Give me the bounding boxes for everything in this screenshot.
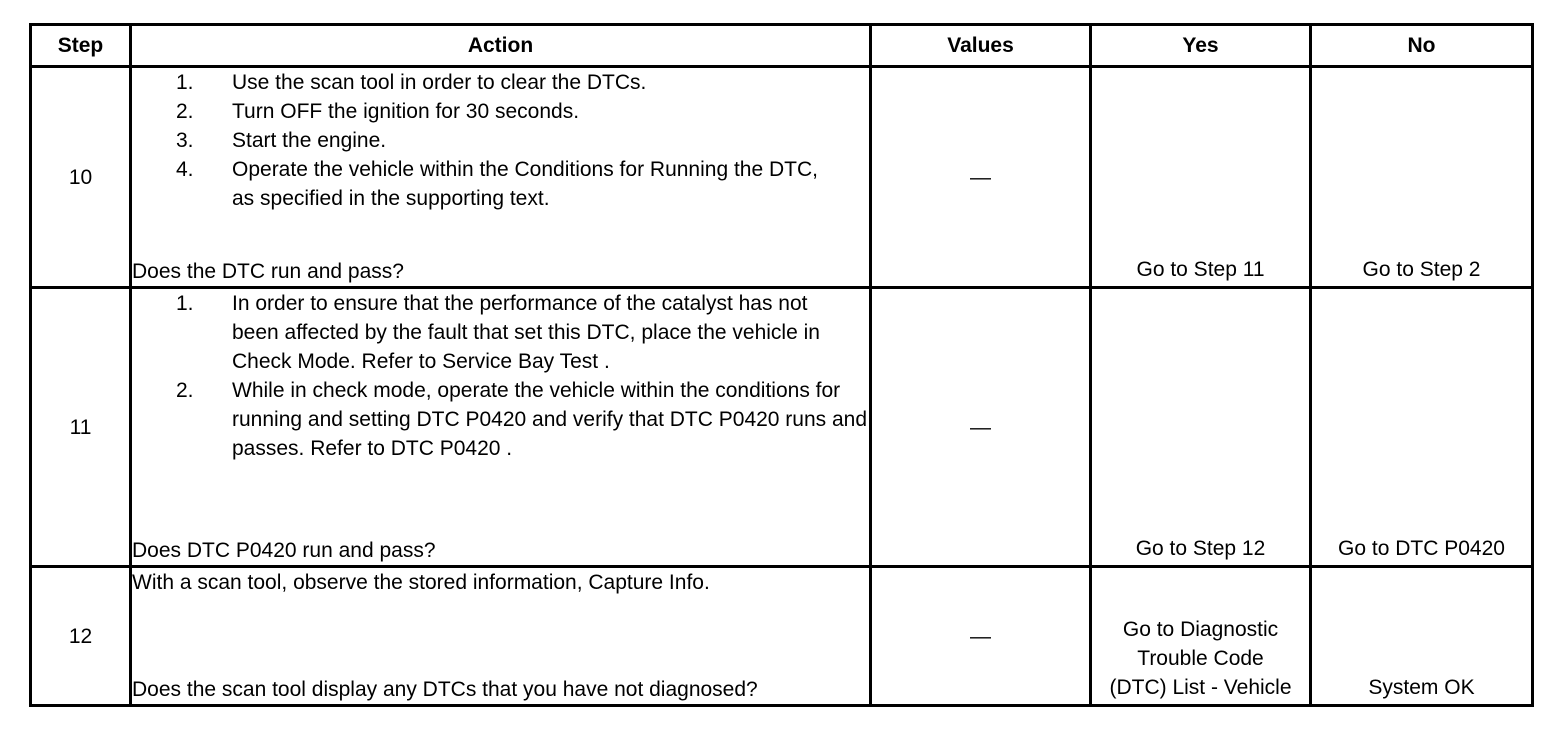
- no-link-text: System OK: [1368, 676, 1475, 699]
- action-steps-list: [132, 68, 869, 213]
- header-values: Values: [871, 25, 1091, 67]
- list-item: 1. In order to ensure that the performance of the catalyst has not been affected by the fault that set this DTC, place the vehicle in Check Mode. Refer to Service Bay Test .: [176, 292, 820, 373]
- no-link-text: Go to Step 2: [1362, 258, 1481, 281]
- table-row: [31, 288, 1533, 567]
- yes-link-text: Go to Diagnostic Trouble Code (DTC) List - Vehicle: [1109, 618, 1292, 699]
- yes-link-text: Go to Step 11: [1136, 258, 1265, 281]
- action-intro: With a scan tool, observe the stored information, Capture Info.: [132, 571, 710, 594]
- header-yes: Yes: [1091, 25, 1311, 67]
- action-question: Does the scan tool display any DTCs that you have not diagnosed?: [132, 678, 758, 701]
- action-question: Does the DTC run and pass?: [132, 260, 404, 283]
- table-row: [31, 67, 1533, 288]
- diagnostic-table: [29, 23, 1534, 707]
- action-cell: [131, 288, 871, 567]
- no-cell: [1311, 567, 1533, 706]
- no-cell: [1311, 67, 1533, 288]
- values-cell: —: [871, 567, 1091, 706]
- table-row: [31, 567, 1533, 706]
- header-step: Step: [31, 25, 131, 67]
- list-item: 2. While in check mode, operate the vehicle within the conditions for running and setting DTC P0420 and verify that DTC P0420 runs and passes. Refer to DTC P0420 .: [176, 379, 868, 460]
- yes-cell: [1091, 67, 1311, 288]
- yes-cell: [1091, 288, 1311, 567]
- step-number: 10: [31, 67, 131, 288]
- step-number: 12: [31, 567, 131, 706]
- header-row: [31, 25, 1533, 67]
- action-steps-list: [132, 289, 869, 463]
- action-question: Does DTC P0420 run and pass?: [132, 539, 436, 562]
- yes-cell: [1091, 567, 1311, 706]
- list-item: 2. Turn OFF the ignition for 30 seconds.: [176, 100, 580, 123]
- values-cell: —: [871, 288, 1091, 567]
- values-cell: —: [871, 67, 1091, 288]
- step-number: 11: [31, 288, 131, 567]
- no-cell: [1311, 288, 1533, 567]
- action-cell: [131, 67, 871, 288]
- no-link-text: Go to DTC P0420: [1338, 537, 1505, 560]
- yes-link-text: Go to Step 12: [1135, 537, 1266, 560]
- list-item: 3. Start the engine.: [176, 129, 387, 152]
- list-item: 1. Use the scan tool in order to clear the DTCs.: [176, 71, 647, 94]
- header-action: Action: [131, 25, 871, 67]
- header-no: No: [1311, 25, 1533, 67]
- list-item: 4. Operate the vehicle within the Conditions for Running the DTC, as specified in the supporting text.: [176, 158, 818, 210]
- action-cell: [131, 567, 871, 706]
